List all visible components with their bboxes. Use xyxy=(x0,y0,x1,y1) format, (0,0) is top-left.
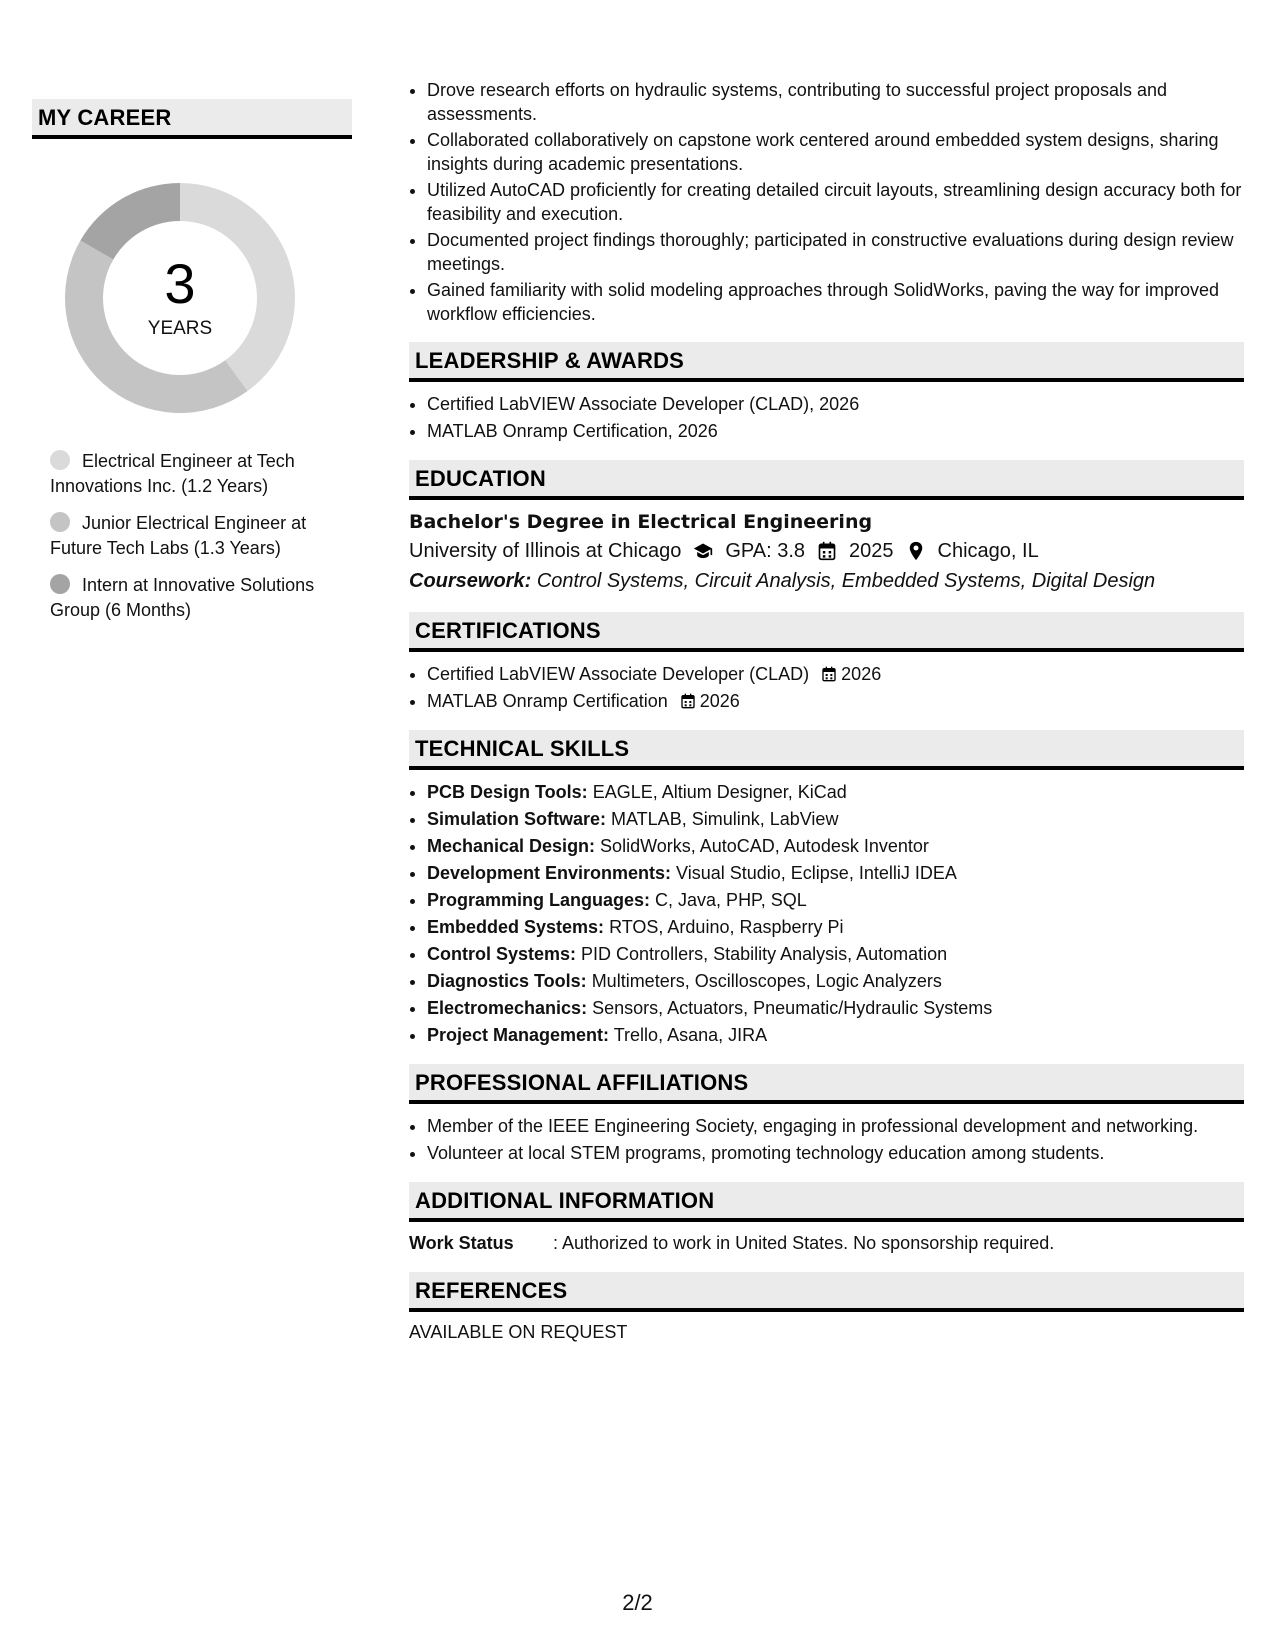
skill-category: Simulation Software: xyxy=(427,809,607,829)
certifications-section xyxy=(409,612,1244,714)
skill-item xyxy=(427,968,1244,994)
location-pin-icon xyxy=(906,541,926,561)
work-status-label: Work Status xyxy=(409,1233,514,1253)
skill-item xyxy=(427,806,1244,832)
skill-values: EAGLE, Altium Designer, KiCad xyxy=(587,782,847,802)
main-content xyxy=(409,78,1244,1343)
coursework-list: Control Systems, Circuit Analysis, Embedded Systems, Digital Design xyxy=(536,570,1156,592)
career-legend-item xyxy=(50,573,340,623)
leadership-list xyxy=(409,391,1244,444)
certification-year: 2026 xyxy=(699,691,740,711)
skill-category: PCB Design Tools: xyxy=(427,782,588,802)
leadership-title: LEADERSHIP & AWARDS xyxy=(409,342,1244,382)
references-title: REFERENCES xyxy=(409,1272,1244,1312)
graduation-year: 2025 xyxy=(849,540,894,562)
education-section xyxy=(409,460,1244,596)
certifications-title: CERTIFICATIONS xyxy=(409,612,1244,652)
calendar-icon xyxy=(817,541,837,561)
experience-bullet: • Utilized AutoCAD proficiently for creating detailed circuit layouts, streamlining design accuracy both for feasibility and execution. xyxy=(427,178,1244,226)
legend-dot-icon xyxy=(50,512,70,532)
skill-category: Development Environments: xyxy=(427,863,672,883)
skill-item xyxy=(427,779,1244,805)
certifications-list xyxy=(409,661,1244,714)
skill-category: Electromechanics: xyxy=(427,998,588,1018)
references-text: AVAILABLE ON REQUEST xyxy=(409,1322,628,1342)
career-legend-item xyxy=(50,511,340,561)
skill-values: C, Java, PHP, SQL xyxy=(650,890,807,910)
certification-name: Certified LabVIEW Associate Developer (CLAD) xyxy=(427,664,810,684)
career-legend-label: Junior Electrical Engineer at Future Tech Labs (1.3 Years) xyxy=(50,513,307,558)
gpa: GPA: 3.8 xyxy=(725,540,806,562)
skill-item xyxy=(427,941,1244,967)
additional-section xyxy=(409,1182,1244,1256)
coursework-label: Coursework: xyxy=(409,570,532,592)
career-legend-label: Intern at Innovative Solutions Group (6 Months) xyxy=(50,575,315,620)
degree-name: Bachelor's Degree in Electrical Engineering xyxy=(409,511,873,533)
work-status-value: : Authorized to work in United States. No sponsorship required. xyxy=(553,1233,1055,1253)
skill-values: RTOS, Arduino, Raspberry Pi xyxy=(604,917,844,937)
career-donut xyxy=(65,183,295,413)
certification-name: MATLAB Onramp Certification xyxy=(427,691,668,711)
skill-item xyxy=(427,860,1244,886)
skill-category: Diagnostics Tools: xyxy=(427,971,587,991)
skill-category: Programming Languages: xyxy=(427,890,651,910)
skill-category: Project Management: xyxy=(427,1025,610,1045)
skills-list xyxy=(409,779,1244,1048)
career-sidebar xyxy=(32,99,352,635)
career-title: MY CAREER xyxy=(32,99,352,139)
leadership-section xyxy=(409,342,1244,444)
skills-title: TECHNICAL SKILLS xyxy=(409,730,1244,770)
skill-item xyxy=(427,887,1244,913)
donut-years-number: 3 xyxy=(164,252,196,315)
school-name: University of Illinois at Chicago xyxy=(409,540,682,562)
legend-dot-icon xyxy=(50,450,70,470)
experience-bullet: • Gained familiarity with solid modeling approaches through SolidWorks, paving the way for improved workflow efficiencies. xyxy=(427,278,1244,326)
skill-values: Sensors, Actuators, Pneumatic/Hydraulic Systems xyxy=(587,998,993,1018)
work-status-row xyxy=(409,1230,1244,1256)
experience-bullet: • Collaborated collaboratively on capstone work centered around embedded system designs, sharing insights during academic presentations. xyxy=(427,128,1244,176)
skill-values: PID Controllers, Stability Analysis, Automation xyxy=(576,944,948,964)
calendar-icon xyxy=(821,666,837,682)
skill-item xyxy=(427,995,1244,1021)
skill-values: Trello, Asana, JIRA xyxy=(609,1025,768,1045)
experience-bullet: • Documented project findings thoroughly; participated in constructive evaluations during design review meetings. xyxy=(427,228,1244,276)
skill-item xyxy=(427,914,1244,940)
career-legend xyxy=(50,449,340,623)
skill-item xyxy=(427,1022,1244,1048)
certification-item xyxy=(427,688,1244,714)
graduation-cap-icon xyxy=(693,541,713,561)
page-number: 2/2 xyxy=(622,1590,653,1615)
affiliations-list xyxy=(409,1113,1244,1166)
education-title: EDUCATION xyxy=(409,460,1244,500)
career-legend-label: Electrical Engineer at Tech Innovations Inc. (1.2 Years) xyxy=(50,451,295,496)
skill-values: SolidWorks, AutoCAD, Autodesk Inventor xyxy=(595,836,929,856)
experience-bullets xyxy=(409,78,1244,326)
skill-category: Embedded Systems: xyxy=(427,917,605,937)
career-legend-item xyxy=(50,449,340,499)
donut-years-unit: YEARS xyxy=(147,318,213,339)
certification-year: 2026 xyxy=(841,664,882,684)
legend-dot-icon xyxy=(50,574,70,594)
references-section xyxy=(409,1272,1244,1343)
skill-values: Multimeters, Oscilloscopes, Logic Analyzers xyxy=(586,971,942,991)
leadership-item: • MATLAB Onramp Certification, 2026 xyxy=(427,418,1244,444)
skill-values: Visual Studio, Eclipse, IntelliJ IDEA xyxy=(671,863,957,883)
calendar-icon xyxy=(680,693,696,709)
skill-category: Mechanical Design: xyxy=(427,836,596,856)
additional-title: ADDITIONAL INFORMATION xyxy=(409,1182,1244,1222)
experience-bullet: • Drove research efforts on hydraulic systems, contributing to successful project proposals and assessments. xyxy=(427,78,1244,126)
affiliations-title: PROFESSIONAL AFFILIATIONS xyxy=(409,1064,1244,1104)
education-details xyxy=(409,536,1244,566)
affiliation-item: • Volunteer at local STEM programs, promoting technology education among students. xyxy=(427,1140,1244,1166)
skill-values: MATLAB, Simulink, LabView xyxy=(606,809,839,829)
affiliations-section xyxy=(409,1064,1244,1166)
coursework xyxy=(409,566,1244,596)
certification-item xyxy=(427,661,1244,687)
leadership-item: • Certified LabVIEW Associate Developer (CLAD), 2026 xyxy=(427,391,1244,417)
skill-item xyxy=(427,833,1244,859)
school-location: Chicago, IL xyxy=(937,540,1039,562)
affiliation-item: • Member of the IEEE Engineering Society, engaging in professional development and networking. xyxy=(427,1113,1244,1139)
skills-section xyxy=(409,730,1244,1048)
skill-category: Control Systems: xyxy=(427,944,577,964)
